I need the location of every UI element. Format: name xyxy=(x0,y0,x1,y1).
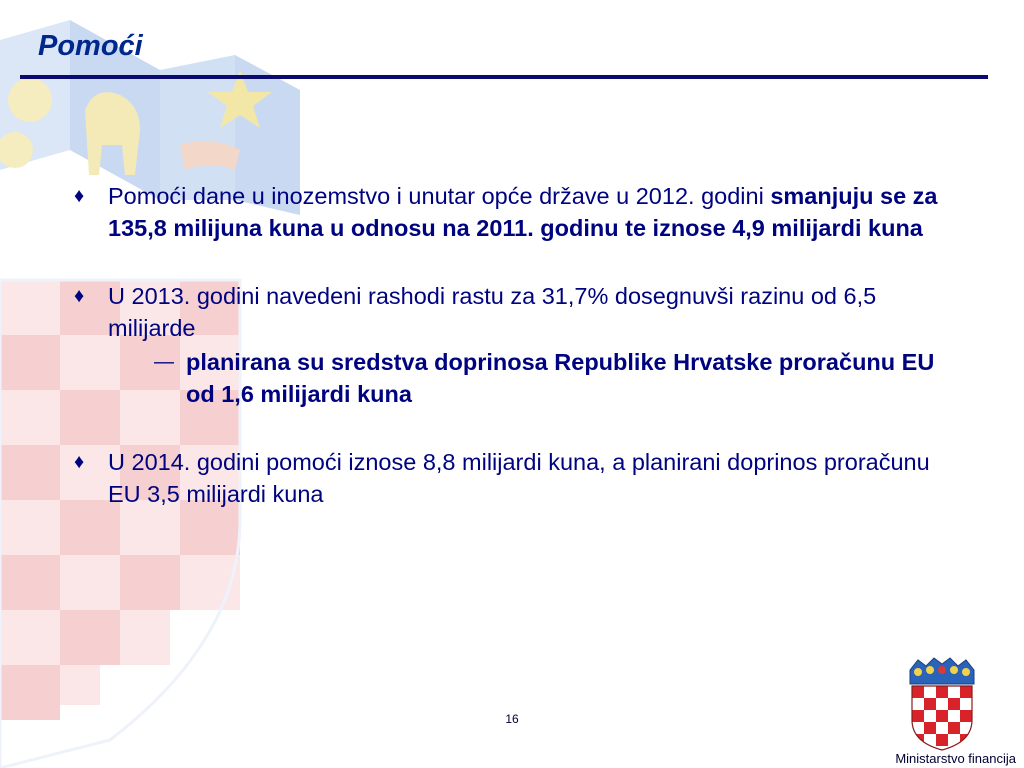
page-number: 16 xyxy=(505,712,519,726)
bullet-text: U 2014. godini pomoći iznose 8,8 milijardi kuna, a planirani doprinos proračunu EU 3,5 milijardi kuna xyxy=(108,449,930,507)
ministry-name: Ministarstvo financija xyxy=(895,751,1016,766)
bullet-item xyxy=(74,180,954,244)
diamond-bullet-icon: ♦ xyxy=(74,285,85,307)
sub-bullet-text: planirana su sredstva doprinosa Republike Hrvatske proračunu EU od 1,6 milijardi kuna xyxy=(186,349,935,407)
bullet-item xyxy=(74,280,954,410)
title-underline xyxy=(20,75,988,79)
sub-bullet-item xyxy=(142,346,954,410)
slide-content xyxy=(74,180,954,546)
bullet-item xyxy=(74,446,954,510)
bullet-text: Pomoći dane u inozemstvo i unutar opće države u 2012. godini smanjuju se za 135,8 milijuna kuna u odnosu na 2011. godinu te iznose 4,9 milijardi kuna xyxy=(108,183,938,241)
bullet-text: U 2013. godini navedeni rashodi rastu za 31,7% dosegnuvši razinu od 6,5 milijarde xyxy=(108,283,877,341)
diamond-bullet-icon: ♦ xyxy=(74,185,85,207)
diamond-bullet-icon: ♦ xyxy=(74,451,85,473)
croatian-coat-of-arms-logo-icon xyxy=(904,656,980,752)
dash-bullet-icon: — xyxy=(154,351,174,373)
slide-title: Pomoći xyxy=(38,30,143,62)
